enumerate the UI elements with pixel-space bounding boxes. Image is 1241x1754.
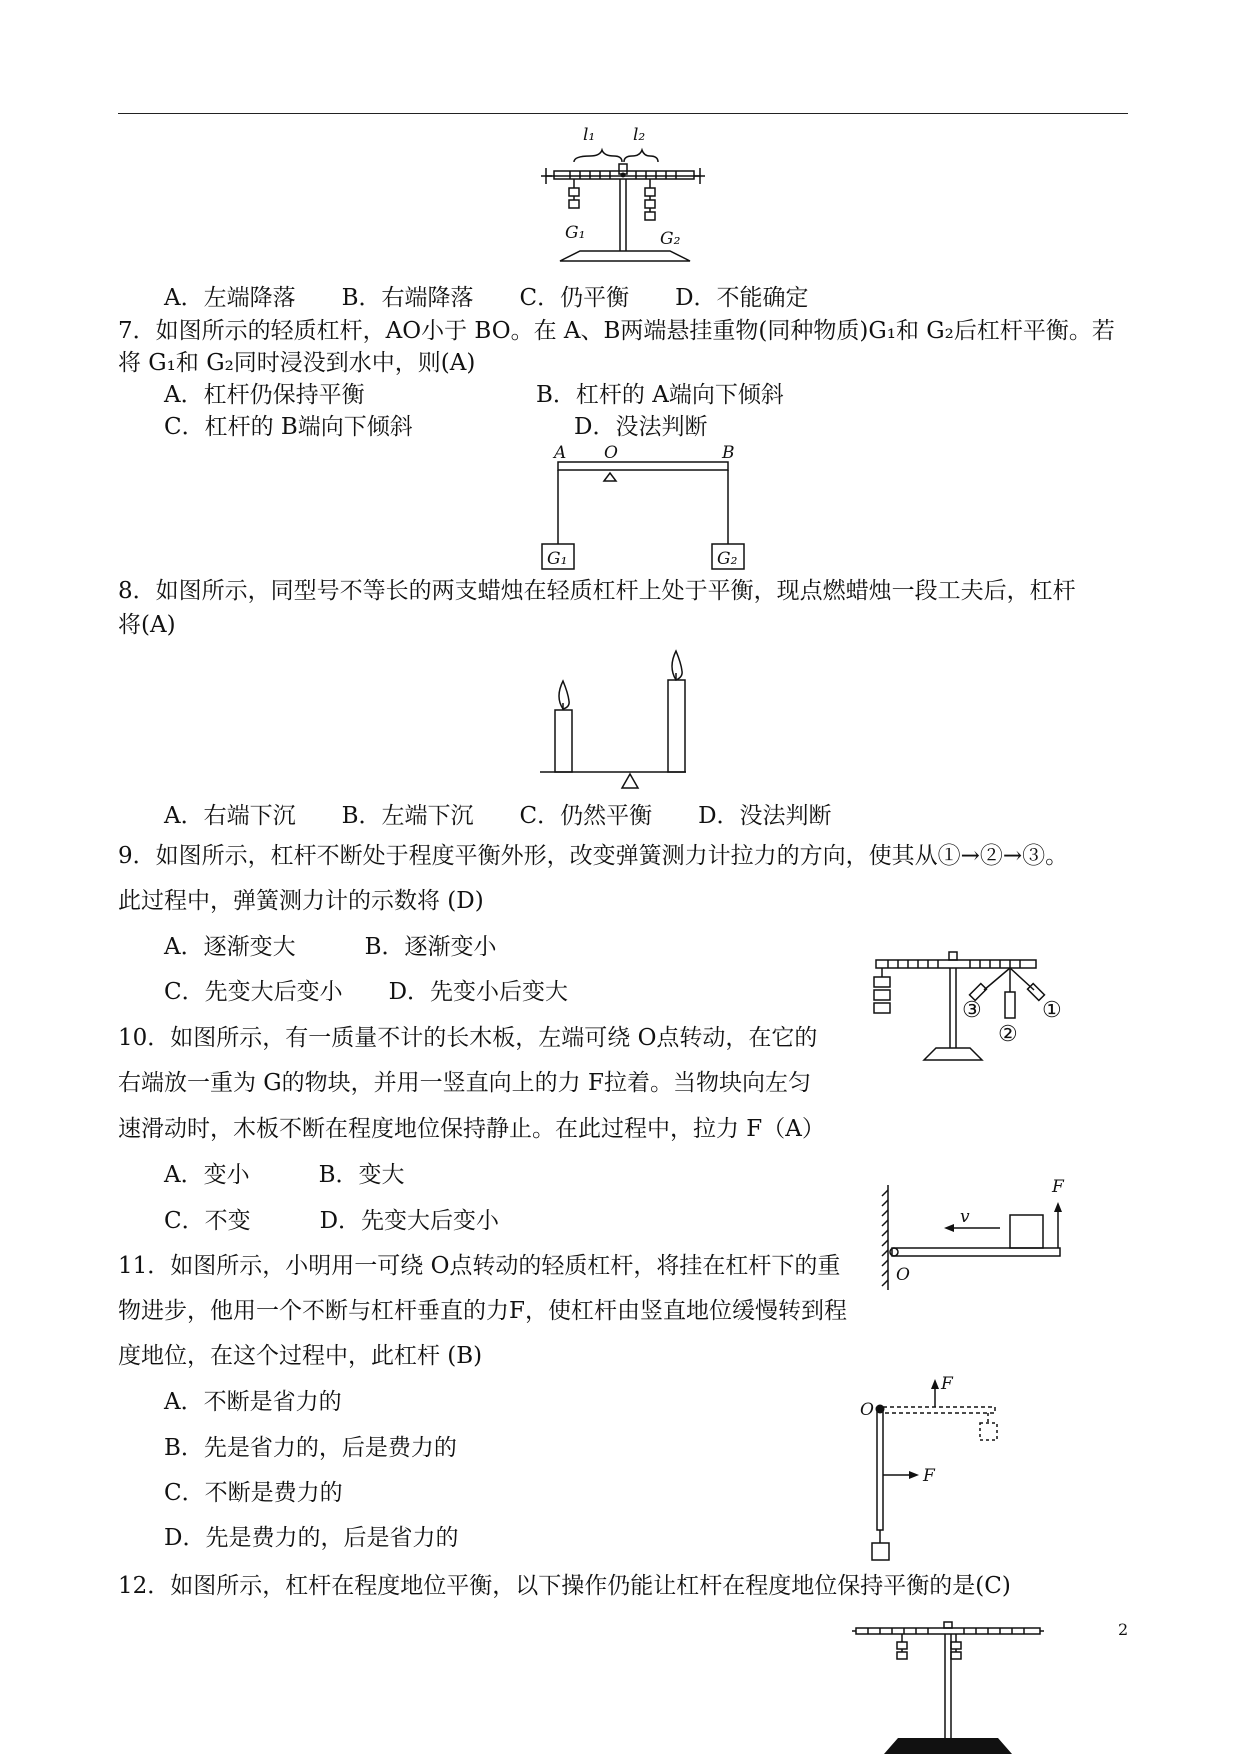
q11-option-b: B．先是省力的，后是费力的 bbox=[164, 1435, 457, 1461]
q6-label-g1: G₁ bbox=[565, 223, 586, 243]
q10-options-row1: A．变小 B．变大 bbox=[164, 1162, 405, 1188]
q12-stem-line1: 12．如图所示，杠杆在程度地位平衡，以下操作仍能让杠杆在程度地位保持平衡的是(C) bbox=[118, 1573, 1011, 1599]
q8-stem-line1: 8．如图所示，同型号不等长的两支蜡烛在轻质杠杆上处于平衡，现点燃蜡烛一段工夫后，杠杆 bbox=[118, 578, 1076, 604]
q7-option-b: B．杠杆的 A端向下倾斜 bbox=[536, 382, 784, 408]
q7-stem-line1: 7．如图所示的轻质杠杆，AO小于 BO。在 A、B两端悬挂重物(同种物质)G₁和 G₂后杠杆平衡。若 bbox=[118, 318, 1115, 344]
q7-label-o: O bbox=[604, 443, 618, 463]
q7-label-g2: G₂ bbox=[717, 549, 738, 569]
q7-option-a: A．杠杆仍保持平衡 bbox=[164, 382, 365, 408]
q6-lever-figure bbox=[540, 125, 710, 268]
q7-option-c: C．杠杆的 B端向下倾斜 bbox=[164, 414, 413, 440]
q11-stem-line3: 度地位，在这个过程中，此杠杆 (B) bbox=[118, 1343, 483, 1369]
q7-label-a: A bbox=[554, 443, 567, 463]
q9-stem-line2: 此过程中，弹簧测力计的示数将 (D) bbox=[118, 888, 484, 914]
q9-stem-line1: 9．如图所示，杠杆不断处于程度平衡外形，改变弹簧测力计拉力的方向，使其从①→②→③。 bbox=[118, 843, 1069, 869]
page-number: 2 bbox=[1118, 1620, 1129, 1639]
q11-option-d: D．先是费力的，后是省力的 bbox=[164, 1525, 459, 1551]
q10-label-v: v bbox=[960, 1207, 970, 1227]
q8-options: A．右端下沉 B．左端下沉 C．仍然平衡 D．没法判断 bbox=[164, 803, 832, 829]
q11-option-a: A．不断是省力的 bbox=[164, 1389, 342, 1415]
q6-label-g2: G₂ bbox=[660, 229, 681, 249]
q7-lever-figure bbox=[538, 444, 748, 574]
q12-lever-stand-figure bbox=[848, 1620, 1048, 1754]
q11-stem-line1: 11．如图所示，小明用一可绕 O点转动的轻质杠杆，将挂在杠杆下的重 bbox=[118, 1253, 841, 1279]
q10-stem-line1: 10．如图所示，有一质量不计的长木板，左端可绕 O点转动，在它的 bbox=[118, 1025, 818, 1051]
q7-label-g1: G₁ bbox=[547, 549, 568, 569]
q10-label-f: F bbox=[1052, 1177, 1064, 1197]
q11-label-o: O bbox=[860, 1400, 874, 1420]
q8-candle-lever-figure bbox=[540, 645, 710, 790]
q11-stem-line2: 物进步，他用一个不断与杠杆垂直的力F，使杠杆由竖直地位缓慢转到程 bbox=[118, 1298, 847, 1324]
q7-stem-line2: 将 G₁和 G₂同时浸没到水中，则(A) bbox=[118, 350, 476, 376]
q6-label-l1: l₁ bbox=[583, 125, 596, 145]
q9-label-circle2: ② bbox=[998, 1022, 1018, 1047]
q10-board-figure bbox=[880, 1177, 1070, 1295]
q11-option-c: C．不断是费力的 bbox=[164, 1480, 343, 1506]
q9-label-circle1: ① bbox=[1042, 998, 1062, 1023]
q9-options-row1: A．逐渐变大 B．逐渐变小 bbox=[164, 934, 497, 960]
q10-label-o: O bbox=[896, 1265, 910, 1285]
q6-label-l2: l₂ bbox=[633, 125, 646, 145]
q9-label-circle3: ③ bbox=[962, 998, 982, 1023]
q11-label-f-top: F bbox=[941, 1374, 953, 1394]
q11-rotating-lever-figure bbox=[855, 1375, 1015, 1565]
q9-spring-scale-figure bbox=[862, 950, 1072, 1065]
q7-option-d: D．没法判断 bbox=[574, 414, 708, 440]
q10-options-row2: C．不变 D．先变大后变小 bbox=[164, 1208, 500, 1234]
q8-stem-line2: 将(A) bbox=[118, 612, 176, 638]
q11-label-f-side: F bbox=[923, 1466, 935, 1486]
q6-options: A．左端降落 B．右端降落 C．仍平衡 D．不能确定 bbox=[164, 285, 809, 311]
q10-stem-line3: 速滑动时，木板不断在程度地位保持静止。在此过程中，拉力 F（A） bbox=[118, 1116, 825, 1142]
q10-stem-line2: 右端放一重为 G的物块，并用一竖直向上的力 F拉着。当物块向左匀 bbox=[118, 1070, 811, 1096]
q7-label-b: B bbox=[722, 443, 735, 463]
q9-options-row2: C．先变大后变小 D．先变小后变大 bbox=[164, 979, 569, 1005]
header-rule bbox=[118, 113, 1128, 114]
